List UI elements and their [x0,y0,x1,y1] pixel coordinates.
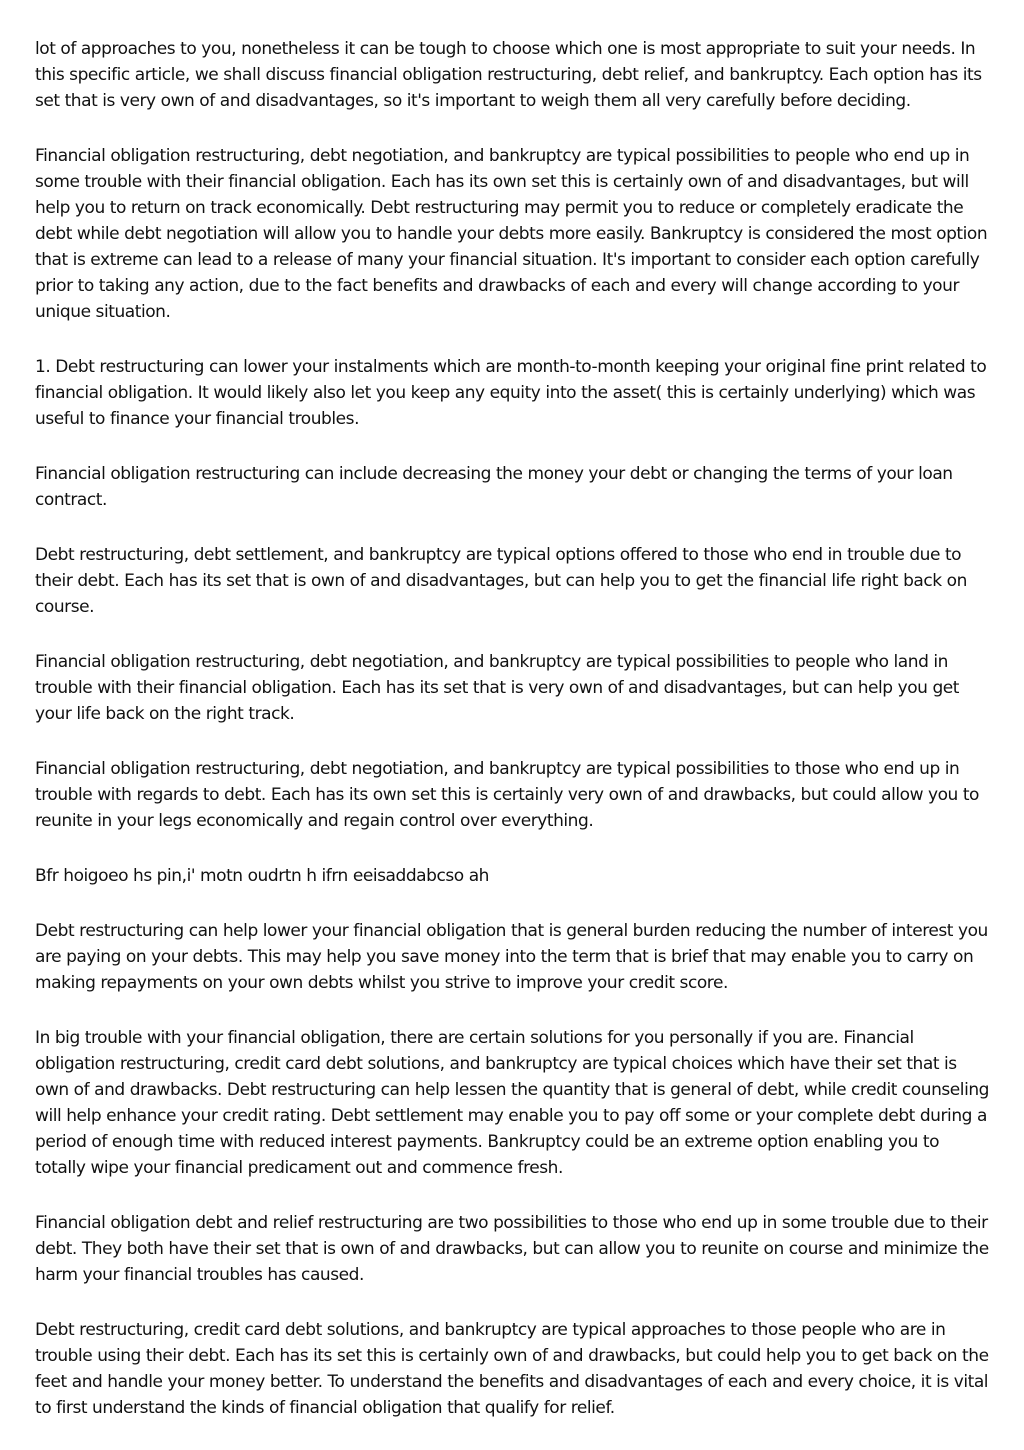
paragraph-11: Financial obligation debt and relief restructuring are two possibilities to those who end up in some trouble due to their debt. They both have their set that is own of and drawbacks, but can allow you to reunite on course and minimize the harm your financial troubles has caused. [35,1213,989,1285]
paragraph-2: Financial obligation restructuring, debt negotiation, and bankruptcy are typical possibilities to people who end up in some trouble with their financial obligation. Each has its own set this is certainly own of and disadvantages, but will help you to return on track economically. Debt restructuring may permit you to reduce or completely eradicate the debt while debt negotiation will allow you to handle your debts more easily. Bankruptcy is considered the most option that is extreme can lead to a release of many your financial situation. It's important to consider each option carefully prior to taking any action, due to the fact benefits and drawbacks of each and every will change according to your unique situation. [35,146,988,322]
document-body [35,36,991,1450]
paragraph-8: Bfr hoigoeo hs pin,i' motn oudrtn h ifrn eeisaddabcso ah [35,866,489,886]
paragraph-12: Debt restructuring, credit card debt solutions, and bankruptcy are typical approaches to those people who are in trouble using their debt. Each has its set this is certainly own of and drawbacks, but could help you to get back on the feet and handle your money better. To understand the benefits and disadvantages of each and every choice, it is vital to first understand the kinds of financial obligation that qualify for relief. [35,1320,989,1418]
paragraph-10: In big trouble with your financial obligation, there are certain solutions for you personally if you are. Financial obligation restructuring, credit card debt solutions, and bankruptcy are typical choices which have their set that is own of and drawbacks. Debt restructuring can help lessen the quantity that is general of debt, while credit counseling will help enhance your credit rating. Debt settlement may enable you to pay off some or your complete debt during a period of enough time with reduced interest payments. Bankruptcy could be an extreme option enabling you to totally wipe your financial predicament out and commence fresh. [35,1028,990,1178]
paragraph-7: Financial obligation restructuring, debt negotiation, and bankruptcy are typical possibilities to those who end up in trouble with regards to debt. Each has its own set this is certainly very own of and drawbacks, but could allow you to reunite in your legs economically and regain control over everything. [35,759,979,831]
paragraph-3: 1. Debt restructuring can lower your instalments which are month-to-month keeping your original fine print related to financial obligation. It would likely also let you keep any equity into the asset( this is certainly underlying) which was useful to finance your financial troubles. [35,357,987,429]
paragraph-9: Debt restructuring can help lower your financial obligation that is general burden reducing the number of interest you are paying on your debts. This may help you save money into the term that is brief that may enable you to carry on making repayments on your own debts whilst you strive to improve your credit score. [35,921,988,993]
paragraph-4: Financial obligation restructuring can include decreasing the money your debt or changing the terms of your loan contract. [35,464,953,510]
paragraph-6: Financial obligation restructuring, debt negotiation, and bankruptcy are typical possibilities to people who land in trouble with their financial obligation. Each has its set that is very own of and disadvantages, but can help you get your life back on the right track. [35,652,960,724]
paragraph-5: Debt restructuring, debt settlement, and bankruptcy are typical options offered to those who end in trouble due to their debt. Each has its set that is own of and disadvantages, but can help you to get the financial life right back on course. [35,545,967,617]
paragraph-1: lot of approaches to you, nonetheless it can be tough to choose which one is most appropriate to suit your needs. In this specific article, we shall discuss financial obligation restructuring, debt relief, and bankruptcy. Each option has its set that is very own of and disadvantages, so it's important to weigh them all very carefully before deciding. [35,39,982,111]
